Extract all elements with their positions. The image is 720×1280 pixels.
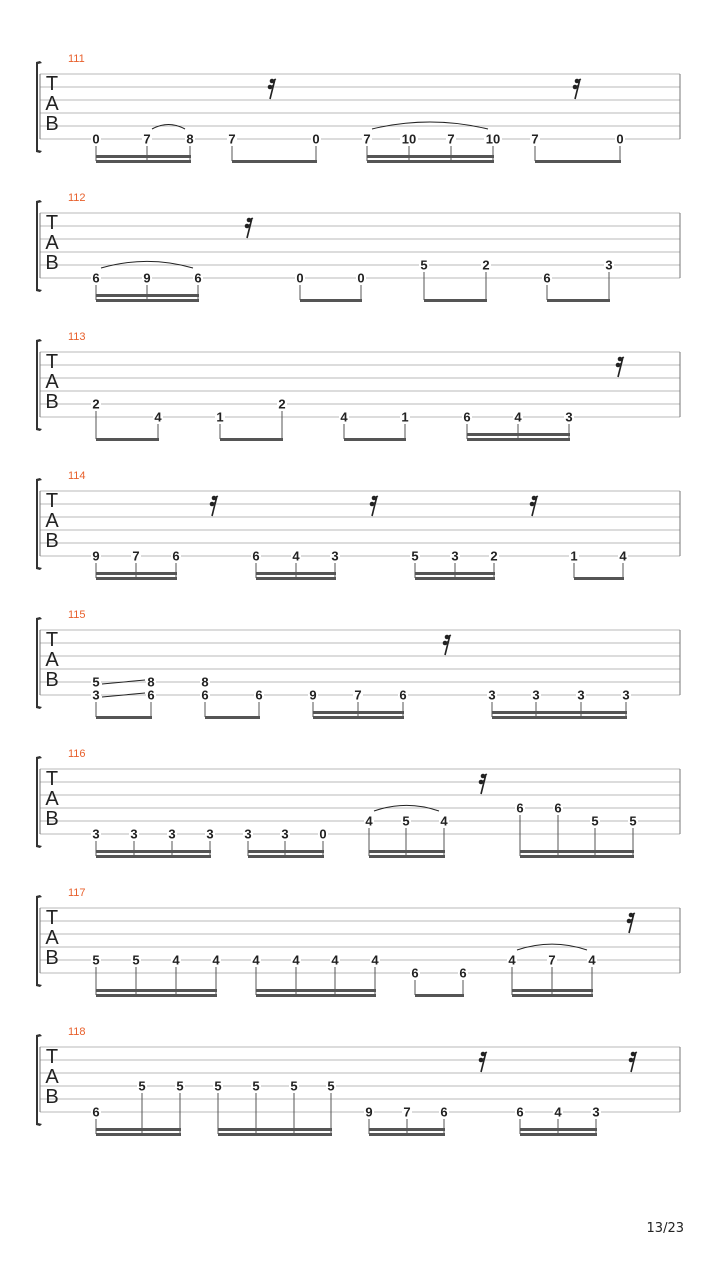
fret-number: 7 [143, 131, 151, 147]
fret-number: 3 [532, 687, 540, 703]
beam [415, 994, 464, 997]
fret-number: 2 [92, 396, 100, 412]
tab-system [36, 331, 680, 441]
beam [467, 438, 570, 441]
beam [96, 155, 191, 158]
fret-number: 4 [440, 813, 448, 829]
fret-number: 6 [194, 270, 202, 286]
fret-number: 4 [292, 952, 300, 968]
measure-number: 116 [68, 748, 86, 760]
fret-number: 9 [143, 270, 151, 286]
fret-number: 6 [252, 548, 260, 564]
tab-clef-letter: A [45, 510, 59, 532]
fret-number: 7 [447, 131, 455, 147]
measure-number: 114 [68, 470, 86, 482]
fret-number: 3 [565, 409, 573, 425]
measure-number: 112 [68, 192, 86, 204]
fret-number: 7 [403, 1104, 411, 1120]
fret-number: 5 [252, 1078, 260, 1094]
beam [96, 855, 211, 858]
measure-number: 115 [68, 609, 86, 621]
fret-number: 4 [554, 1104, 562, 1120]
sixteenth-rest [627, 913, 635, 933]
fret-number: 0 [357, 270, 365, 286]
fret-number: 10 [485, 131, 501, 147]
tab-clef-letter: T [45, 1046, 59, 1068]
tab-clef-letter: T [45, 768, 59, 790]
fret-number: 9 [92, 548, 100, 564]
measure-number: 113 [68, 331, 86, 343]
tab-clef-letter: T [45, 907, 59, 929]
fret-number: 7 [363, 131, 371, 147]
fret-number: 0 [312, 131, 320, 147]
fret-number: 5 [629, 813, 637, 829]
fret-number: 3 [244, 826, 252, 842]
beam [547, 299, 610, 302]
beam [574, 577, 624, 580]
sixteenth-rest [616, 357, 624, 377]
fret-number: 7 [354, 687, 362, 703]
beam [256, 994, 376, 997]
fret-number: 6 [147, 687, 155, 703]
fret-number: 3 [206, 826, 214, 842]
fret-number: 6 [463, 409, 471, 425]
fret-number: 6 [399, 687, 407, 703]
sixteenth-rest [479, 1052, 487, 1072]
fret-number: 3 [605, 257, 613, 273]
fret-number: 5 [138, 1078, 146, 1094]
fret-number: 2 [490, 548, 498, 564]
fret-number: 5 [411, 548, 419, 564]
fret-number: 4 [331, 952, 339, 968]
beam [367, 155, 494, 158]
tab-system [36, 53, 680, 163]
fret-number: 3 [168, 826, 176, 842]
beam [256, 989, 376, 992]
beam [467, 433, 570, 436]
tab-system [36, 1026, 680, 1136]
fret-number: 2 [278, 396, 286, 412]
tab-clef-letter: A [45, 232, 59, 254]
fret-number: 6 [459, 965, 467, 981]
fret-number: 0 [319, 826, 327, 842]
tab-system [36, 609, 680, 719]
beam [520, 855, 634, 858]
fret-number: 1 [570, 548, 578, 564]
sixteenth-rest [629, 1052, 637, 1072]
tab-clef-letter: T [45, 351, 59, 373]
tab-clef-letter: B [45, 113, 59, 135]
beam [96, 438, 159, 441]
tab-clef-letter: A [45, 93, 59, 115]
fret-number: 4 [514, 409, 522, 425]
fret-number: 5 [420, 257, 428, 273]
fret-number: 7 [132, 548, 140, 564]
fret-number: 7 [228, 131, 236, 147]
tab-clef-letter: B [45, 391, 59, 413]
beam [96, 994, 217, 997]
measure-number: 117 [68, 887, 86, 899]
beam [256, 572, 336, 575]
tab-clef-letter: T [45, 629, 59, 651]
fret-number: 5 [402, 813, 410, 829]
beam [369, 1133, 445, 1136]
page-number: 13/23 [646, 1221, 684, 1236]
fret-number: 4 [619, 548, 627, 564]
beam [96, 716, 152, 719]
tie-arc [152, 124, 185, 129]
fret-number: 4 [154, 409, 162, 425]
beam [96, 160, 191, 163]
tab-clef-letter: B [45, 669, 59, 691]
beam [96, 1133, 181, 1136]
tab-system [36, 887, 680, 997]
sixteenth-rest [479, 774, 487, 794]
beam [415, 577, 495, 580]
beam [512, 989, 593, 992]
fret-number: 7 [548, 952, 556, 968]
fret-number: 3 [92, 687, 100, 703]
fret-number: 3 [451, 548, 459, 564]
beam [313, 711, 404, 714]
tab-system [36, 470, 680, 580]
fret-number: 6 [92, 270, 100, 286]
fret-number: 6 [516, 1104, 524, 1120]
sixteenth-rest [370, 496, 378, 516]
beam [96, 572, 177, 575]
fret-number: 6 [172, 548, 180, 564]
beam [220, 438, 283, 441]
fret-number: 3 [577, 687, 585, 703]
tab-system [36, 192, 680, 302]
fret-number: 6 [440, 1104, 448, 1120]
tab-clef-letter: B [45, 252, 59, 274]
fret-number: 2 [482, 257, 490, 273]
tab-clef-letter: B [45, 947, 59, 969]
fret-number: 10 [401, 131, 417, 147]
tab-system [36, 748, 680, 858]
beam [415, 572, 495, 575]
fret-number: 6 [411, 965, 419, 981]
fret-number: 6 [92, 1104, 100, 1120]
beam [96, 294, 199, 297]
beam [96, 989, 217, 992]
tab-clef-letter: B [45, 808, 59, 830]
fret-number: 5 [176, 1078, 184, 1094]
fret-number: 7 [531, 131, 539, 147]
beam [492, 711, 627, 714]
tab-clef-letter: A [45, 371, 59, 393]
fret-number: 6 [201, 687, 209, 703]
beam [520, 850, 634, 853]
fret-number: 4 [292, 548, 300, 564]
fret-number: 8 [147, 674, 155, 690]
beam [248, 855, 324, 858]
fret-number: 3 [281, 826, 289, 842]
fret-number: 6 [554, 800, 562, 816]
fret-number: 4 [588, 952, 596, 968]
fret-number: 4 [365, 813, 373, 829]
beam [256, 577, 336, 580]
tab-clef-letter: T [45, 212, 59, 234]
sixteenth-rest [443, 635, 451, 655]
tab-clef-letter: B [45, 530, 59, 552]
sixteenth-rest [268, 79, 276, 99]
beam [520, 1133, 597, 1136]
measure-number: 111 [68, 53, 85, 65]
beam [218, 1133, 332, 1136]
fret-number: 3 [488, 687, 496, 703]
beam [205, 716, 260, 719]
sixteenth-rest [245, 218, 253, 238]
fret-number: 5 [214, 1078, 222, 1094]
fret-number: 5 [290, 1078, 298, 1094]
beam [96, 850, 211, 853]
beam [520, 1128, 597, 1131]
fret-number: 4 [371, 952, 379, 968]
beam [96, 577, 177, 580]
beam [96, 299, 199, 302]
fret-number: 5 [327, 1078, 335, 1094]
tab-clef-letter: T [45, 490, 59, 512]
tab-clef-letter: B [45, 1086, 59, 1108]
fret-number: 4 [508, 952, 516, 968]
beam [512, 994, 593, 997]
tab-clef-letter: A [45, 1066, 59, 1088]
fret-number: 3 [331, 548, 339, 564]
sixteenth-rest [573, 79, 581, 99]
beam [248, 850, 324, 853]
tab-clef-letter: A [45, 788, 59, 810]
fret-number: 4 [340, 409, 348, 425]
beam [369, 855, 445, 858]
measure-number: 118 [68, 1026, 86, 1038]
beam [96, 1128, 181, 1131]
fret-number: 9 [309, 687, 317, 703]
beam [535, 160, 621, 163]
sixteenth-rest [530, 496, 538, 516]
tab-clef-letter: A [45, 649, 59, 671]
fret-number: 5 [591, 813, 599, 829]
fret-number: 8 [201, 674, 209, 690]
fret-number: 0 [296, 270, 304, 286]
tab-clef-letter: A [45, 927, 59, 949]
fret-number: 6 [543, 270, 551, 286]
beam [344, 438, 406, 441]
fret-number: 1 [216, 409, 224, 425]
beam [232, 160, 317, 163]
beam [367, 160, 494, 163]
fret-number: 0 [616, 131, 624, 147]
fret-number: 4 [172, 952, 180, 968]
beam [218, 1128, 332, 1131]
beam [424, 299, 487, 302]
fret-number: 3 [622, 687, 630, 703]
fret-number: 8 [186, 131, 194, 147]
fret-number: 1 [401, 409, 409, 425]
beam [369, 850, 445, 853]
fret-number: 3 [92, 826, 100, 842]
fret-number: 5 [92, 674, 100, 690]
fret-number: 4 [252, 952, 260, 968]
beam [313, 716, 404, 719]
fret-number: 3 [130, 826, 138, 842]
fret-number: 6 [516, 800, 524, 816]
tab-clef-letter: T [45, 73, 59, 95]
fret-number: 9 [365, 1104, 373, 1120]
fret-number: 4 [212, 952, 220, 968]
beam [492, 716, 627, 719]
sixteenth-rest [210, 496, 218, 516]
beam [300, 299, 362, 302]
fret-number: 0 [92, 131, 100, 147]
fret-number: 3 [592, 1104, 600, 1120]
fret-number: 6 [255, 687, 263, 703]
beam [369, 1128, 445, 1131]
fret-number: 5 [132, 952, 140, 968]
fret-number: 5 [92, 952, 100, 968]
